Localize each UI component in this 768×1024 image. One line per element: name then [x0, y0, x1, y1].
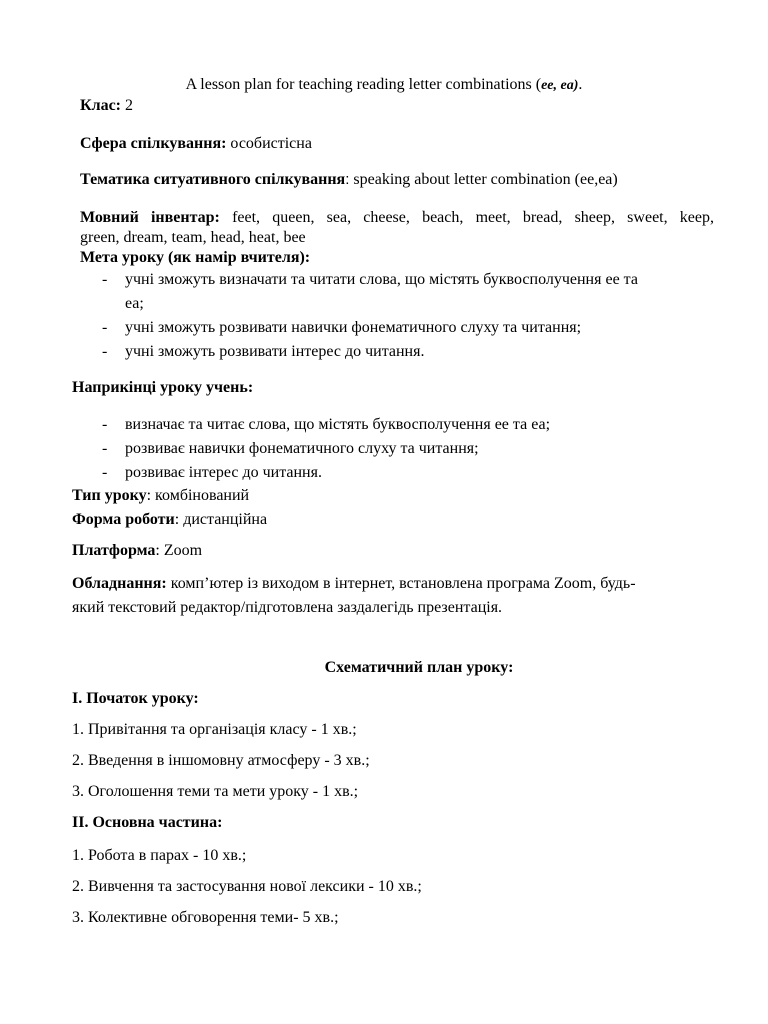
goal-item: учні зможуть визначати та читати слова, що містять буквосполучення ее та	[125, 271, 638, 288]
vocab-label: Мовний інвентар:	[80, 209, 220, 226]
lesson-title: A lesson plan for teaching reading letter combinations (ee, ea).	[185, 76, 583, 93]
plan-item: 1. Привітання та організація класу - 1 хв.;	[72, 721, 357, 738]
plan-item: 1. Робота в парах - 10 хв.;	[72, 847, 247, 864]
grade-value: 2	[121, 97, 134, 114]
platform-label: Платформа	[72, 542, 156, 559]
plan-item: 2. Введення в іншомовну атмосферу - 3 хв.;	[72, 752, 370, 769]
work-form-line	[72, 510, 267, 530]
vocab-words: feet, queen, sea, cheese, beach, meet, bread, sheep, sweet, keep,	[232, 209, 714, 226]
topic-value: speaking about letter combination (ee,ea)	[349, 171, 618, 188]
outcomes-heading: Наприкінці уроку учень:	[72, 379, 254, 396]
equipment-line-2: який текстовий редактор/підготовлена заздалегідь презентація.	[72, 599, 503, 616]
plan-item: 3. Колективне обговорення теми- 5 хв.;	[72, 909, 339, 926]
vocab-line-2: green, dream, team, head, heat, bee	[80, 229, 306, 246]
bullet-dash: -	[102, 416, 108, 433]
sphere-label: Сфера спілкування:	[80, 135, 227, 152]
goal-item: учні зможуть розвивати інтерес до читання.	[125, 343, 425, 360]
schema-heading: Схематичний план уроку:	[324, 659, 514, 676]
sphere-value: особистісна	[226, 135, 312, 152]
grade-label: Клас:	[80, 97, 122, 114]
grade-line	[80, 96, 133, 116]
sphere-line	[80, 134, 312, 154]
bullet-dash: -	[102, 464, 108, 481]
outcome-item: визначає та читає слова, що містять буквосполучення ее та еа;	[125, 416, 551, 433]
plan-item: 2. Вивчення та застосування нової лексики - 10 хв.;	[72, 878, 422, 895]
lesson-type-line	[72, 486, 249, 506]
goal-item: учні зможуть розвивати навички фонематичного слуху та читання;	[125, 319, 582, 336]
bullet-dash: -	[102, 271, 108, 288]
goal-item-cont: еа;	[125, 295, 144, 312]
bullet-dash: -	[102, 319, 108, 336]
topic-line: Тематика ситуативного спілкування: speaking about letter combination (ee,ea)	[80, 171, 618, 188]
work-form-value: : дистанційна	[174, 511, 268, 528]
part2-heading: II. Основна частина:	[72, 814, 223, 831]
topic-label: Тематика ситуативного спілкування	[80, 171, 346, 188]
bullet-dash: -	[102, 343, 108, 360]
equipment-line-1	[72, 574, 636, 594]
goal-heading: Мета уроку (як намір вчителя):	[80, 249, 311, 266]
part1-heading: I. Початок уроку:	[72, 690, 199, 707]
outcome-item: розвиває інтерес до читання.	[125, 464, 322, 481]
bullet-dash: -	[102, 440, 108, 457]
outcome-item: розвиває навички фонематичного слуху та читання;	[125, 440, 479, 457]
equipment-label: Обладнання:	[72, 575, 167, 592]
platform-line	[72, 541, 202, 561]
lesson-type-value: : комбінований	[146, 487, 250, 504]
lesson-type-label: Тип уроку	[72, 487, 147, 504]
equipment-value: комп’ютер із виходом в інтернет, встановлена програма Zoom, будь-	[166, 575, 636, 592]
plan-item: 3. Оголошення теми та мети уроку - 1 хв.;	[72, 783, 359, 800]
platform-value: : Zoom	[155, 542, 203, 559]
vocab-line-1	[80, 208, 714, 228]
work-form-label: Форма роботи	[72, 511, 175, 528]
